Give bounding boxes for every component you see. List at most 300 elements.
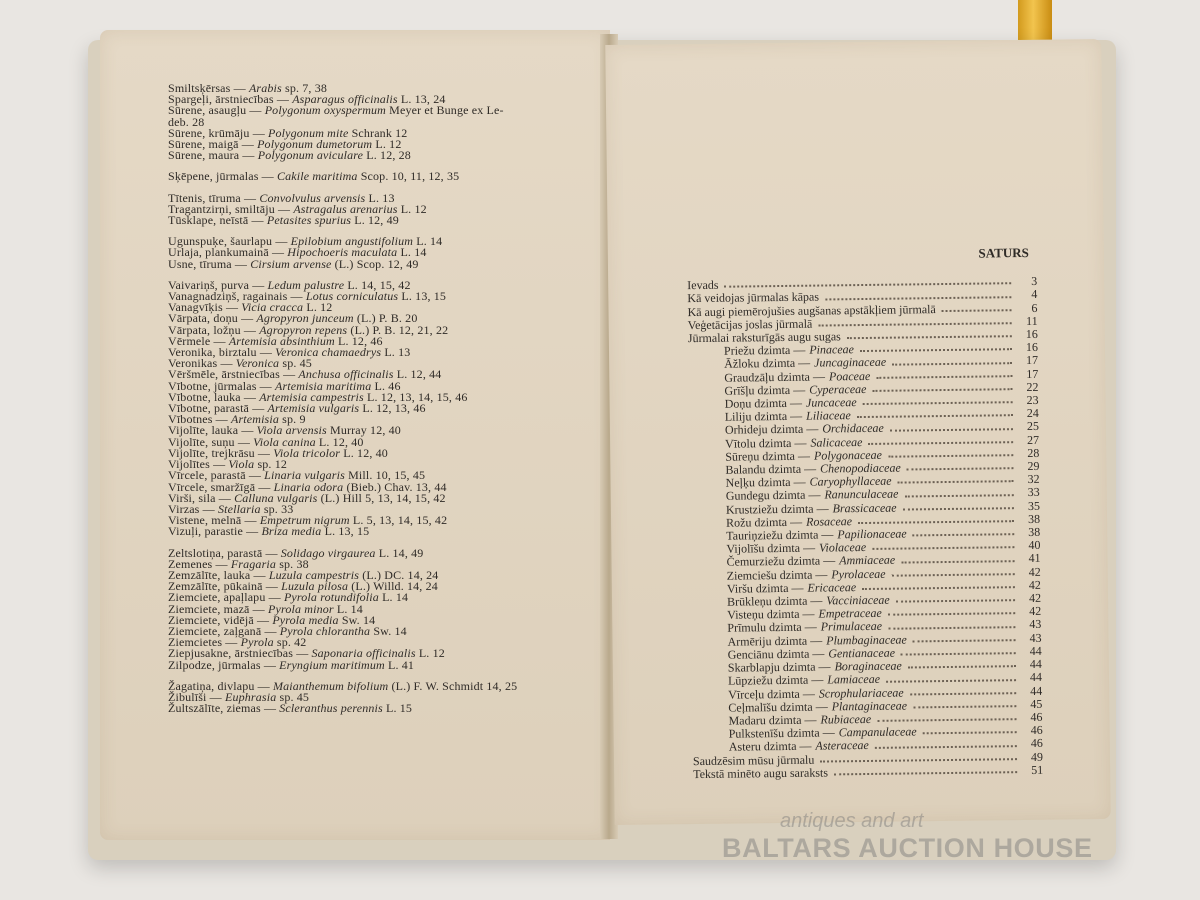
toc-label: Neļķu dzimta — xyxy=(725,474,806,490)
toc-leader-dots xyxy=(901,645,1016,656)
index-entry-name: Žultszālīte, ziemas — xyxy=(168,701,277,716)
toc-latin: Pinaceae xyxy=(809,342,855,357)
toc-leader-dots xyxy=(913,526,1015,536)
index-entry-latin: Asparagus officinalis xyxy=(292,92,398,107)
toc-leader-dots xyxy=(818,315,1011,327)
toc-leader-dots xyxy=(888,447,1013,458)
toc-label: Vītolu dzimta — xyxy=(725,435,807,451)
index-entry-name: Žagatiņa, divlapu — xyxy=(168,678,270,693)
toc-label: Jūrmalai raksturīgās augu sugas xyxy=(687,329,841,346)
toc-label: Veģetācijas joslas jūrmalā xyxy=(687,316,813,332)
toc-leader-dots xyxy=(942,302,1012,312)
index-entry-reference: Sw. 14 xyxy=(373,623,407,638)
toc-latin: Scrophulariaceae xyxy=(818,685,904,701)
index-entry-latin: Petasites spurius xyxy=(266,213,352,228)
index-entry-name: Urlaja, plankumainā — xyxy=(168,245,285,260)
toc-label: Prīmulu dzimta — xyxy=(727,620,817,636)
toc-leader-dots xyxy=(896,592,1015,603)
toc-latin: Boraginaceae xyxy=(834,658,902,674)
toc-leader-dots xyxy=(825,289,1011,300)
toc-label: Pulkstenīšu dzimta — xyxy=(728,725,835,741)
index-entry-name: Spargeļi, ārstniecības — xyxy=(168,92,290,107)
index-entry-name: Vīrcele, parastā — xyxy=(168,468,261,483)
index-entry-latin: Arabis xyxy=(248,81,282,95)
toc-latin: Juncaginaceae xyxy=(814,355,887,371)
index-entry-name: Vībotnes — xyxy=(168,412,228,427)
toc-leader-dots xyxy=(868,434,1013,445)
toc-page-number: 42 xyxy=(1028,564,1041,579)
toc-page-number: 41 xyxy=(1028,551,1041,566)
index-entry-latin: Epilobium angustifolium xyxy=(290,234,414,249)
index-entry-name: Zeltslotiņa, parastā — xyxy=(168,545,278,560)
toc-latin: Orchidaceae xyxy=(822,421,884,436)
index-entry-reference: (L.) Willd. 14, 24 xyxy=(351,579,438,594)
table-of-contents xyxy=(687,246,1043,781)
toc-label: Ievads xyxy=(687,277,719,293)
index-entry-name: Vijolīte, suņu — xyxy=(168,434,251,449)
index-entry-name: Virši, sila — xyxy=(168,490,231,505)
index-entry-name: Ziemcietes — xyxy=(168,635,238,650)
index-entry-latin: Pyrola chlorantha xyxy=(279,623,371,638)
toc-page-number: 42 xyxy=(1029,604,1042,619)
toc-label: Ziemciešu dzimta — xyxy=(726,567,828,583)
toc-page-number: 25 xyxy=(1026,419,1040,434)
index-entry-name: Ziemciete, vidējā — xyxy=(168,612,270,627)
index-entry-reference: L. 12, 40 xyxy=(318,434,364,449)
toc-page-number: 32 xyxy=(1027,472,1040,487)
toc-page-number: 38 xyxy=(1028,524,1041,540)
toc-label: Kā veidojas jūrmalas kāpas xyxy=(687,289,820,306)
index-entry-reference: Scop. 10, 11, 12, 35 xyxy=(360,169,460,184)
toc-leader-dots xyxy=(902,500,1013,511)
toc-page-number: 22 xyxy=(1026,379,1039,394)
index-entry-latin: Luzula pilosa xyxy=(281,579,349,594)
toc-label: Krustziežu dzimta — xyxy=(725,501,829,517)
toc-page-number: 35 xyxy=(1027,498,1041,513)
toc-page-number: 40 xyxy=(1028,538,1041,553)
index-entry-reference: Sw. 14 xyxy=(341,612,376,627)
toc-latin: Rubiaceae xyxy=(820,711,872,727)
index-entry-latin: Polygonum mite xyxy=(268,125,349,140)
toc-latin: Rosaceae xyxy=(805,514,853,529)
toc-latin: Vacciniaceae xyxy=(826,592,890,608)
index-entry-name: Tūsklape, neīstā — xyxy=(168,213,264,228)
index-entry-reference: sp. 12 xyxy=(257,457,288,472)
toc-page-number: 46 xyxy=(1030,736,1043,751)
index-entry-reference: L. 13, 15 xyxy=(401,289,447,304)
index-entry-reference: L. 12, 44 xyxy=(396,367,442,382)
index-entry-reference: L. 13, 24 xyxy=(400,92,446,107)
toc-latin: Asteraceae xyxy=(815,738,869,753)
index-entry-latin: Viola canina xyxy=(253,434,316,449)
index-entry xyxy=(168,215,588,226)
index-entry xyxy=(168,171,588,182)
index-entry-latin: Artemisia campestris xyxy=(259,389,364,404)
toc-latin: Primulaceae xyxy=(820,619,883,635)
index-entry-reference: (L.) Hill 5, 13, 14, 15, 42 xyxy=(320,490,446,505)
toc-leader-dots xyxy=(897,473,1013,484)
toc-latin: Ammiaceae xyxy=(839,553,896,568)
toc-page-number: 43 xyxy=(1029,617,1042,632)
toc-label: Madaru dzimta — xyxy=(728,712,817,728)
index-entry-latin: Polygonum oxyspermum xyxy=(264,103,386,118)
index-entry-reference: (Bieb.) Chav. 13, 44 xyxy=(346,479,447,494)
toc-latin: Plantaginaceae xyxy=(831,698,908,714)
index-entry-reference: Meyer et Bunge ex Le- xyxy=(389,103,504,118)
toc-leader-dots xyxy=(876,368,1012,379)
index-entry-reference: L. 14 xyxy=(416,234,443,249)
toc-leader-dots xyxy=(877,711,1016,722)
index-entry-name: Vanagvīķis — xyxy=(168,300,239,315)
index-entry-latin: Cirsium arvense xyxy=(250,256,332,271)
index-entry-latin: Agropyron repens xyxy=(259,322,348,337)
toc-leader-dots xyxy=(888,619,1015,630)
toc-leader-dots xyxy=(862,579,1015,590)
toc-leader-dots xyxy=(890,421,1013,432)
index-entry-reference: L. 12, 49 xyxy=(354,213,399,228)
toc-latin: Campanulaceae xyxy=(838,724,917,740)
index-entry-reference: sp. 33 xyxy=(263,501,294,516)
index-entry-latin: Vicia cracca xyxy=(241,300,304,315)
toc-latin: Lamiaceae xyxy=(827,672,881,687)
index-entry-name: Žibulīši — xyxy=(168,689,222,704)
toc-label: Viršu dzimta — xyxy=(726,580,804,596)
index-entry-reference: L. 14, 49 xyxy=(378,545,424,560)
index-entry-name: Zemenes — xyxy=(168,556,228,571)
toc-leader-dots xyxy=(901,553,1014,564)
index-entry-name: Vaivariņš, purva — xyxy=(168,277,265,292)
toc-label: Armēriju dzimta — xyxy=(727,633,823,649)
index-entry-name: Virzas — xyxy=(168,501,215,516)
index-entry xyxy=(168,657,588,672)
toc-page-number: 17 xyxy=(1026,353,1039,368)
index-entry-name: Sūrene, maigā — xyxy=(168,137,254,152)
index-entry-latin: Astragalus arenarius xyxy=(293,201,398,216)
index-entry-reference: Schrank 12 xyxy=(351,125,408,140)
toc-latin: Pyrolaceae xyxy=(831,566,886,582)
toc-latin: Cyperaceae xyxy=(809,381,867,397)
index-entry-name: Sūrene, krūmāju — xyxy=(168,125,265,140)
index-entry-reference: L. 13, 15 xyxy=(324,524,370,539)
index-entry-name: deb. 28 xyxy=(168,114,205,129)
toc-leader-dots xyxy=(820,751,1017,763)
toc-leader-dots xyxy=(923,724,1017,734)
toc-label: Lūpziežu dzimta — xyxy=(727,672,824,688)
toc-label: Graudzāļu dzimta — xyxy=(724,369,826,385)
index-entry-reference: sp. 7, 38 xyxy=(285,81,328,95)
toc-page-number: 38 xyxy=(1027,511,1041,526)
index-entry-reference: (L.) DC. 14, 24 xyxy=(362,567,439,582)
index-entry-latin: Briza media xyxy=(261,524,322,539)
toc-latin: Polygonaceae xyxy=(813,447,882,463)
toc-page-number: 44 xyxy=(1029,670,1043,685)
index-entry-latin: Viola arvensis xyxy=(256,423,327,438)
toc-page-number: 16 xyxy=(1025,340,1039,355)
toc-label: Ceļmalīšu dzimta — xyxy=(728,699,828,715)
toc-label: Grīšļu dzimta — xyxy=(724,382,806,398)
toc-leader-dots xyxy=(904,487,1013,498)
index-entry-latin: Artemisia vulgaris xyxy=(267,401,360,416)
index-entry-name: Ugunspuķe, šaurlapu — xyxy=(168,234,288,249)
index-entry xyxy=(168,526,588,537)
toc-page-number: 42 xyxy=(1028,590,1042,606)
toc-page-number: 44 xyxy=(1030,683,1043,698)
toc-page-number: 11 xyxy=(1026,313,1038,328)
toc-label: Orhideju dzimta — xyxy=(724,422,819,438)
index-entry-reference: (L.) F. W. Schmidt 14, 25 xyxy=(391,678,518,693)
toc-latin: Ericaceae xyxy=(807,579,857,595)
index-entry-name: Sķēpene, jūrmalas — xyxy=(168,169,274,184)
toc-latin: Juncaceae xyxy=(805,395,857,410)
index-entry-latin: Veronica chamaedrys xyxy=(275,345,382,360)
index-entry-name: Smiltsķērsas — xyxy=(168,81,246,95)
toc-page-number: 16 xyxy=(1025,326,1038,342)
index-entry-name: Veronikas — xyxy=(168,356,233,371)
toc-page-number: 17 xyxy=(1026,366,1039,381)
toc-label: Genciānu dzimta — xyxy=(727,646,825,662)
toc-leader-dots xyxy=(872,539,1014,550)
toc-label: Asteru dzimta — xyxy=(728,738,812,754)
index-entry-latin: Stellaria xyxy=(217,501,261,516)
toc-label: Saudzēsim mūsu jūrmalu xyxy=(692,752,815,768)
index-entry-name: Ziemciete, mazā — xyxy=(168,601,265,616)
index-entry-name: Vībotne, lauka — xyxy=(168,389,257,404)
index-entry-latin: Artemisia maritima xyxy=(275,378,372,393)
index-entry-name: Vijolīte, lauka — xyxy=(168,423,254,438)
index-entry xyxy=(168,150,588,161)
index-entry-latin: Eryngium maritimum xyxy=(279,657,385,672)
toc-leader-dots xyxy=(886,671,1016,682)
index-entry-latin: Polygonum aviculare xyxy=(257,148,364,163)
index-entry-reference: sp. 45 xyxy=(282,356,312,371)
index-entry-latin: Pyrola media xyxy=(272,612,339,627)
index-entry-latin: Calluna vulgaris xyxy=(234,490,318,505)
toc-page-number: 4 xyxy=(1031,287,1038,302)
index-entry-reference: L. 14, 15, 42 xyxy=(347,277,411,292)
toc-leader-dots xyxy=(860,341,1012,352)
toc-label: Sūreņu dzimta — xyxy=(725,448,811,464)
toc-label: Rožu dzimta — xyxy=(726,514,803,530)
index-entry xyxy=(168,105,588,116)
toc-leader-dots xyxy=(913,632,1016,642)
toc-label: Vijolīšu dzimta — xyxy=(726,540,816,556)
toc-page-number: 29 xyxy=(1027,458,1040,474)
toc-leader-dots xyxy=(847,328,1012,339)
toc-label: Tauriņziežu dzimta — xyxy=(726,527,834,543)
toc-label: Liliju dzimta — xyxy=(724,408,803,424)
index-entry-name: Vībotne, jūrmalas — xyxy=(168,378,272,393)
toc-page-number: 6 xyxy=(1031,300,1038,315)
toc-page-number: 42 xyxy=(1028,577,1041,592)
index-entry-name: Zemzālīte, pūkainā — xyxy=(168,579,278,594)
toc-page-number: 45 xyxy=(1030,696,1043,711)
toc-label: Āžloku dzimta — xyxy=(724,356,811,372)
toc-label: Priežu dzimta — xyxy=(723,342,806,358)
index-entry-reference: L. 14 xyxy=(400,245,427,260)
toc-page-number: 46 xyxy=(1030,709,1043,724)
toc-label: Kā augi piemērojušies augšanas apstākļiem jūrmalā xyxy=(687,301,936,319)
index-entry-latin: Viola tricolor xyxy=(273,445,341,460)
toc-page-number: 46 xyxy=(1030,722,1043,738)
toc-leader-dots xyxy=(875,737,1017,748)
toc-leader-dots xyxy=(910,685,1017,696)
index-entry-name: Vārpata, ložņu — xyxy=(168,322,257,337)
index-entry-reference: L. 12, 13, 14, 15, 46 xyxy=(367,389,468,404)
toc-latin: Empetraceae xyxy=(818,606,882,621)
toc-page-number: 33 xyxy=(1027,485,1040,500)
toc-label: Tekstā minēto augu saraksts xyxy=(693,765,829,781)
index-entry-reference: L. 13 xyxy=(384,345,411,360)
index-entry-name: Usne, tīruma — xyxy=(168,256,248,271)
index-entry-reference: L. 5, 13, 14, 15, 42 xyxy=(352,513,448,528)
index-entry-name: Vīrcele, smaržīgā — xyxy=(168,479,271,494)
index-entry-latin: Saponaria officinalis xyxy=(311,646,416,661)
toc-latin: Brassicaceae xyxy=(832,500,897,516)
index-entry-latin: Polygonum dumetorum xyxy=(257,137,373,152)
toc-page-number: 3 xyxy=(1031,274,1038,289)
index-entry-latin: Cakile maritima xyxy=(276,169,358,184)
index-entry-name: Ziemciete, apaļlapu — xyxy=(168,590,281,605)
index-entry-name: Veronika, birztalu — xyxy=(168,345,272,360)
toc-latin: Liliaceae xyxy=(806,408,851,423)
index-entry-reference: L. 12, 40 xyxy=(343,445,388,460)
toc-leader-dots xyxy=(913,698,1016,708)
index-entry-reference: L. 41 xyxy=(388,657,415,672)
toc-page-number: 27 xyxy=(1027,432,1040,447)
index-entry-name: Tītenis, tīruma — xyxy=(168,190,257,205)
index-entry-latin: Viola xyxy=(228,457,255,472)
toc-label: Balandu dzimta — xyxy=(725,461,817,477)
index-entry-latin: Ledum palustre xyxy=(267,277,345,292)
index-entry-name: Vizuļi, parastie — xyxy=(168,524,259,539)
index-entry-reference: L. 13 xyxy=(368,190,395,205)
toc-latin: Gentianaceae xyxy=(828,645,896,661)
toc-label: Gundegu dzimta — xyxy=(725,487,821,504)
index-entry-latin: Maianthemum bifolium xyxy=(272,678,389,693)
toc-list xyxy=(687,275,1043,781)
index-entry-reference: L. 12 xyxy=(418,646,445,661)
index-entry-name: Vērmele — xyxy=(168,333,226,348)
toc-label: Skarblapju dzimta — xyxy=(727,659,831,675)
index-entry-reference: L. 12, 13, 46 xyxy=(362,401,426,416)
index-entry-name: Tragantzirņi, smiltāju — xyxy=(168,201,291,216)
toc-page-number: 51 xyxy=(1031,762,1044,777)
toc-label: Doņu dzimta — xyxy=(724,395,803,411)
index-entry-name: Sūrene, maura — xyxy=(168,148,255,163)
index-entry-reference: L. 12, 46 xyxy=(338,333,383,348)
toc-label: Vīrceļu dzimta — xyxy=(728,686,815,702)
index-entry-name: Vijolītes — xyxy=(168,457,226,472)
toc-leader-dots xyxy=(892,566,1015,577)
index-entry-reference: L. 14 xyxy=(336,601,363,616)
toc-leader-dots xyxy=(724,275,1011,288)
index-entry-name: Ziepjusakne, ārstniecības — xyxy=(168,646,309,661)
index-entry-reference: L. 15 xyxy=(385,701,413,716)
index-entry-latin: Anchusa officinalis xyxy=(298,367,394,382)
toc-leader-dots xyxy=(834,764,1017,775)
index-entry-latin: Convolvulus arvensis xyxy=(259,190,366,205)
index-entry-name: Vistene, melnā — xyxy=(168,513,257,528)
toc-leader-dots xyxy=(857,407,1013,418)
index-entry-reference: L. 12 xyxy=(375,137,402,152)
index-entry-name: Zilpodze, jūrmalas — xyxy=(168,657,276,672)
index-entry xyxy=(168,703,588,714)
index-entry-reference: L. 14 xyxy=(382,590,409,605)
index-entry-latin: Luzula campestris xyxy=(268,567,360,582)
index-entry-latin: Lotus corniculatus xyxy=(305,289,399,304)
index-entry-latin: Artemisia absinthium xyxy=(228,333,335,348)
toc-leader-dots xyxy=(888,605,1016,616)
toc-page-number: 44 xyxy=(1029,643,1042,658)
index-entry-name: Ziemciete, zaļganā — xyxy=(168,623,277,638)
index-entry-latin: Agropyron junceum xyxy=(256,311,354,326)
index-entry-name: Zemzālīte, lauka — xyxy=(168,567,266,582)
toc-latin: Salicaceae xyxy=(810,434,863,450)
index-entry-name: Vībotne, parastā — xyxy=(168,401,265,416)
index-entry-latin: Euphrasia xyxy=(225,689,277,704)
index-entry-latin: Linaria odora xyxy=(273,479,344,494)
index-entry-latin: Fragaria xyxy=(230,556,277,571)
toc-label: Visteņu dzimta — xyxy=(727,606,815,622)
index-entry-reference: sp. 38 xyxy=(279,556,309,571)
index-entry xyxy=(168,256,588,271)
index-entry-reference: sp. 42 xyxy=(276,635,307,650)
toc-latin: Plumbaginaceae xyxy=(826,632,907,648)
index-entry-name: Vēršmēle, ārstniecības — xyxy=(168,367,296,382)
toc-latin: Violaceae xyxy=(818,540,867,555)
index-entry-reference: L. 12 xyxy=(306,300,333,315)
index-entry-latin: Pyrola minor xyxy=(268,601,334,616)
watermark-brand: BALTARS AUCTION HOUSE xyxy=(722,833,1093,863)
toc-leader-dots xyxy=(907,460,1014,471)
toc-latin: Papilionaceae xyxy=(837,526,907,542)
toc-page-number: 23 xyxy=(1026,392,1039,408)
toc-page-number: 43 xyxy=(1029,630,1042,645)
toc-latin: Ranunculaceae xyxy=(824,487,899,502)
index-entry-reference: sp. 45 xyxy=(279,689,310,704)
index-entry-reference: L. 12 xyxy=(400,201,427,216)
index-entry-reference: Murray 12, 40 xyxy=(330,423,401,438)
index-entry-reference: Mill. 10, 15, 45 xyxy=(348,468,426,483)
index-entry-name: Vārpata, doņu — xyxy=(168,311,254,326)
toc-page-number: 28 xyxy=(1027,445,1040,460)
index-entry-name: Sūrene, asaugļu — xyxy=(168,103,262,118)
index-entry-latin: Scleranthus perennis xyxy=(279,701,383,716)
toc-label: Čemurziežu dzimta — xyxy=(726,553,836,570)
toc-latin: Caryophyllaceae xyxy=(809,473,892,489)
toc-leader-dots xyxy=(908,658,1016,669)
toc-latin: Poaceae xyxy=(828,368,871,384)
toc-page-number: 44 xyxy=(1029,656,1042,672)
index-entry-name: Vijolīte, trejkrāsu — xyxy=(168,445,271,460)
index-entry-reference: L. 46 xyxy=(374,378,401,393)
toc-latin: Chenopodiaceae xyxy=(820,460,901,476)
toc-label: Brūkleņu dzimta — xyxy=(726,593,823,609)
toc-title: SATURS xyxy=(978,244,1029,261)
index-entry-reference: (L.) Scop. 12, 49 xyxy=(334,256,419,271)
toc-leader-dots xyxy=(892,355,1012,366)
index-entry-reference: L. 12, 28 xyxy=(366,148,411,163)
index-entry-latin: Solidago virgaurea xyxy=(280,545,376,560)
index-entry-latin: Hipochoeris maculata xyxy=(287,245,398,260)
toc-page-number: 24 xyxy=(1026,406,1039,421)
index-entry-latin: Pyrola xyxy=(240,635,274,650)
index-entry-reference: (L.) P. B. 12, 21, 22 xyxy=(350,322,449,337)
index-entry-latin: Veronica xyxy=(235,356,280,371)
index-entry-latin: Empetrum nigrum xyxy=(259,513,350,528)
toc-leader-dots xyxy=(858,513,1014,524)
toc-page-number: 49 xyxy=(1030,749,1044,764)
